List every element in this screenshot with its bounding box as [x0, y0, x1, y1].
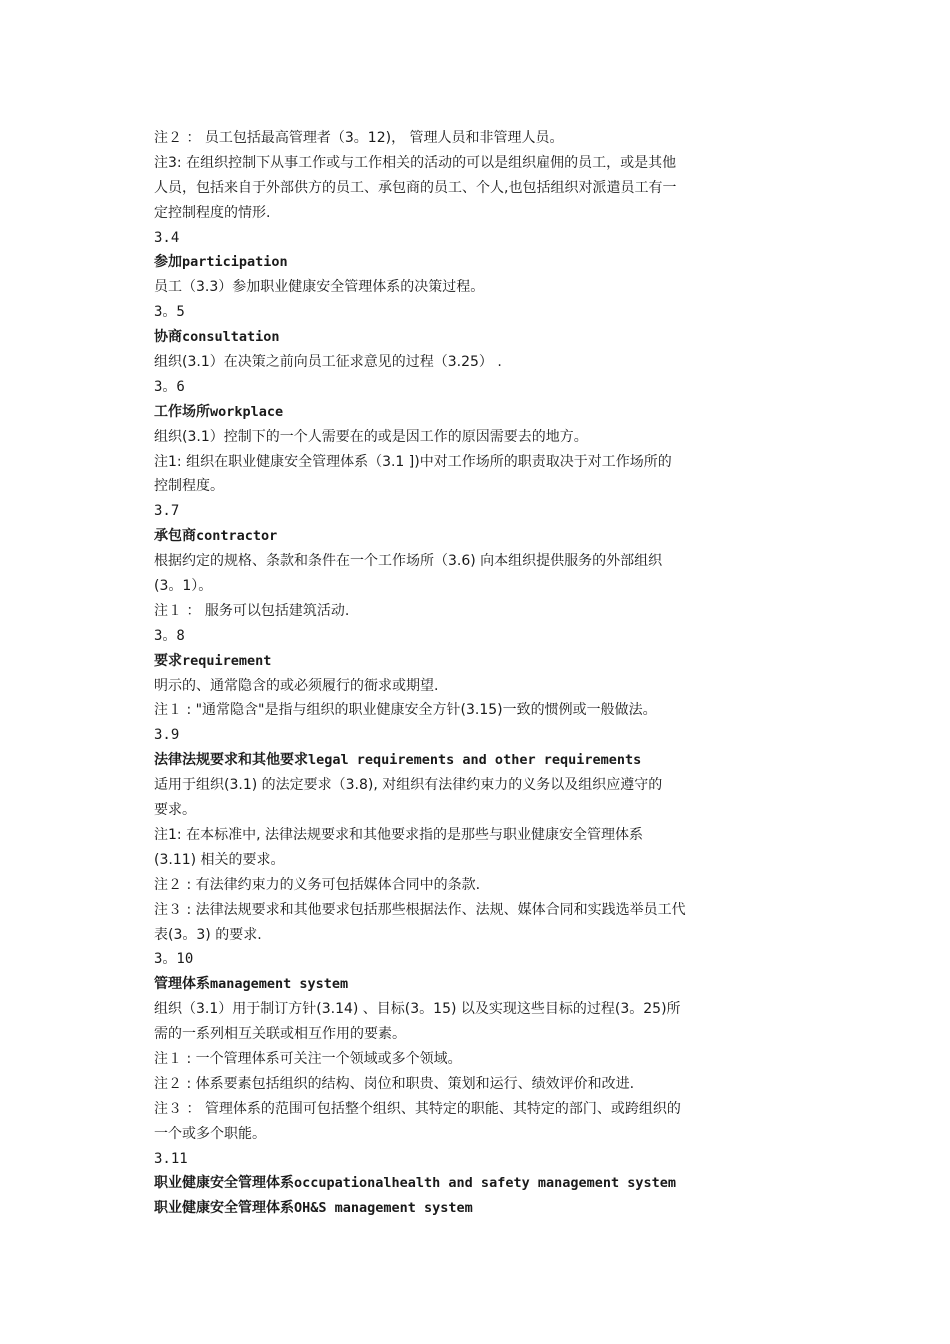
section-number: 3。8	[154, 627, 185, 644]
body-text-line: 注1: 在本标准中, 法律法规要求和其他要求指的是那些与职业健康安全管理体系	[154, 826, 643, 843]
term-english: participation	[182, 254, 288, 271]
term-english: management system	[210, 976, 349, 993]
section-number: 3。10	[154, 951, 194, 968]
term-english: contractor	[196, 528, 278, 545]
term-chinese: 承包商	[154, 528, 196, 545]
term-heading	[154, 1196, 800, 1221]
body-text-line: 人员，包括来自于外部供方的员工、承包商的员工、个人,也包括组织对派遣员工有一	[154, 179, 677, 196]
body-text-line: 表(3。3) 的要求.	[154, 926, 262, 943]
term-heading	[154, 325, 800, 350]
body-text-line: 注２ : 体系要素包括组织的结构、岗位和职贵、策划和运行、绩效评价和改进.	[154, 1075, 635, 1092]
term-chinese: 职业健康安全管理体系	[154, 1175, 294, 1192]
body-text-line: (3.11) 相关的要求。	[154, 851, 285, 868]
section-number: 3。5	[154, 304, 185, 321]
term-heading	[154, 400, 800, 425]
term-chinese: 要求	[154, 652, 182, 669]
term-heading	[154, 972, 800, 997]
body-text-line: 注３ : 法律法规要求和其他要求包括那些根据法作、法规、媒体合同和实践选举员工代	[154, 901, 686, 918]
term-chinese: 管理体系	[154, 976, 210, 993]
body-text-line: 要求。	[154, 802, 196, 819]
term-heading	[154, 1171, 800, 1196]
body-text-line: 注3: 在组织控制下从事工作或与工作相关的活动的可以是组织雇佣的员工，或是其他	[154, 154, 677, 171]
term-heading	[154, 524, 800, 549]
body-text-line: 注３ ： 管理体系的范围可包括整个组织、其特定的职能、其特定的部门、或跨组织的	[154, 1100, 681, 1117]
body-text-line: 注１ : "通常隐含"是指与组织的职业健康安全方针(3.15)一致的惯例或一般做法。	[154, 702, 657, 719]
section-number: 3。6	[154, 378, 185, 395]
term-heading	[154, 649, 800, 674]
section-number: 3.7	[154, 503, 180, 520]
term-chinese: 工作场所	[154, 403, 210, 420]
term-chinese: 协商	[154, 329, 182, 346]
body-text-line: 需的一系列相互关联或相互作用的要素。	[154, 1026, 406, 1043]
section-number: 3.11	[154, 1150, 188, 1167]
body-text-line: 组织(3.1）在决策之前向员工征求意见的过程（3.25） .	[154, 354, 502, 371]
body-text-line: 组织（3.1）用于制订方针(3.14) 、目标(3。15) 以及实现这些目标的过程(3。25)所	[154, 1001, 681, 1018]
body-text-line: 注２ ： 员工包括最高管理者（3。12)， 管理人员和非管理人员。	[154, 130, 564, 146]
term-english: consultation	[182, 329, 280, 346]
section-number: 3.4	[154, 229, 180, 246]
document-page	[154, 126, 800, 1221]
term-english: occupationalhealth and safety management system	[294, 1175, 677, 1192]
body-text-line: 员工（3.3）参加职业健康安全管理体系的决策过程。	[154, 279, 485, 296]
body-text-line: (3。1）。	[154, 578, 213, 595]
term-chinese: 职业健康安全管理体系	[154, 1200, 294, 1217]
term-chinese: 法律法规要求和其他要求	[154, 752, 308, 769]
term-chinese: 参加	[154, 254, 182, 271]
term-english: requirement	[182, 652, 272, 669]
section-number: 3.9	[154, 727, 180, 744]
term-english: OH&S management system	[294, 1200, 473, 1217]
body-text-line: 适用于组织(3.1) 的法定要求（3.8), 对组织有法律约束力的义务以及组织应遵守的	[154, 777, 663, 794]
body-text-line: 注２ : 有法律约束力的义务可包括媒体合同中的条款.	[154, 876, 481, 893]
body-text-line: 组织(3.1）控制下的一个人需要在的或是因工作的原因需要去的地方。	[154, 428, 588, 445]
body-text-line: 定控制程度的情形.	[154, 204, 271, 221]
term-heading	[154, 250, 800, 275]
body-text-line: 根据约定的规格、条款和条件在一个工作场所（3.6) 向本组织提供服务的外部组织	[154, 553, 663, 570]
term-english: legal requirements and other requirements	[308, 752, 642, 769]
body-text-line: 一个或多个职能。	[154, 1125, 266, 1142]
body-text-line: 控制程度。	[154, 478, 224, 495]
term-heading	[154, 748, 800, 773]
body-text-line: 明示的、通常隐含的或必须履行的衙求或期望.	[154, 677, 439, 694]
body-text-line: 注１ ： 服务可以包括建筑活动.	[154, 602, 350, 619]
term-english: workplace	[210, 403, 284, 420]
body-text-line: 注1: 组织在职业健康安全管理体系（3.1 ])中对工作场所的职责取决于对工作场所的	[154, 453, 672, 470]
body-text-line: 注１ : 一个管理体系可关注一个领域或多个领域。	[154, 1050, 462, 1067]
